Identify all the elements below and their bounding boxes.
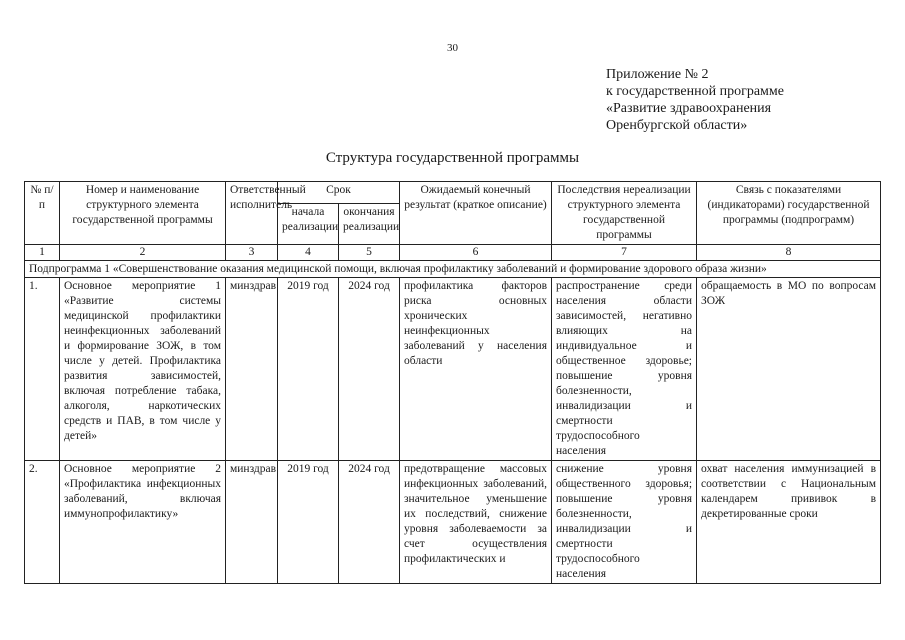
col-number: 4 — [278, 245, 339, 261]
col-number: 6 — [400, 245, 552, 261]
row-name: Основное мероприятие 2 «Профилактика инфекционных заболеваний, включая иммунопрофилактику» — [60, 461, 226, 584]
header-result: Ожидаемый конечный результат (краткое описание) — [400, 182, 552, 245]
row-link: охват населения иммунизацией в соответствии с Национальным календарем прививок в декретированные сроки — [697, 461, 881, 584]
appendix-line-4: Оренбургской области» — [606, 118, 748, 133]
row-executor: минздрав — [226, 278, 278, 461]
col-number: 3 — [226, 245, 278, 261]
column-number-row — [25, 245, 881, 261]
appendix-line-3: «Развитие здравоохранения — [606, 101, 772, 116]
header-executor: Ответственный исполнитель — [226, 182, 278, 245]
col-number: 7 — [552, 245, 697, 261]
row-start: 2019 год — [278, 461, 339, 584]
header-start: начала реализации — [278, 204, 339, 245]
row-result: предотвращение массовых инфекционных заболеваний, значительное уменьшение их последствий, снижение уровня заболеваемости за счет осуществления профилактических и — [400, 461, 552, 584]
subprogram-row — [25, 261, 881, 278]
appendix-line-1: Приложение № 2 — [606, 67, 709, 82]
table-row — [25, 278, 881, 461]
row-num: 2. — [25, 461, 60, 584]
program-structure-table — [24, 181, 881, 584]
appendix-block — [606, 66, 784, 134]
row-start: 2019 год — [278, 278, 339, 461]
row-result: профилактика факторов риска основных хронических неинфекционных заболеваний у населения области — [400, 278, 552, 461]
header-term: Срок — [278, 182, 400, 204]
table-row — [25, 461, 881, 584]
col-number: 2 — [60, 245, 226, 261]
row-name: Основное мероприятие 1 «Развитие системы медицинской профилактики неинфекционных заболеваний и формирование ЗОЖ, в том числе у детей. Профилактика развития зависимостей, включая потребление табака, алкоголя, наркотических средств и ПАВ, в том числе у детей» — [60, 278, 226, 461]
header-consequences: Последствия нереализации структурного элемента государственной программы — [552, 182, 697, 245]
header-link: Связь с показателями (индикаторами) государственной программы (подпрограмм) — [697, 182, 881, 245]
document-title: Структура государственной программы — [325, 150, 580, 166]
row-executor: минздрав — [226, 461, 278, 584]
row-end: 2024 год — [339, 278, 400, 461]
page-number: 30 — [447, 42, 458, 54]
row-consequences: распространение среди населения области зависимостей, негативно влияющих на индивидуальное и общественное здоровье; повышение уровня болезненности, инвалидизации и смертности трудоспособного населения — [552, 278, 697, 461]
col-number: 8 — [697, 245, 881, 261]
col-number: 1 — [25, 245, 60, 261]
row-link: обращаемость в МО по вопросам ЗОЖ — [697, 278, 881, 461]
table-header-row — [25, 182, 881, 204]
appendix-line-2: к государственной программе — [606, 84, 784, 99]
col-number: 5 — [339, 245, 400, 261]
row-end: 2024 год — [339, 461, 400, 584]
subprogram-title: Подпрограмма 1 «Совершенствование оказания медицинской помощи, включая профилактику заболеваний и формирование здорового образа жизни» — [25, 261, 881, 278]
header-name: Номер и наименование структурного элемента государственной программы — [60, 182, 226, 245]
row-consequences: снижение уровня общественного здоровья; повышение уровня болезненности, инвалидизации и смертности трудоспособного населения — [552, 461, 697, 584]
row-num: 1. — [25, 278, 60, 461]
header-end: окончания реализации — [339, 204, 400, 245]
header-num: № п/п — [25, 182, 60, 245]
